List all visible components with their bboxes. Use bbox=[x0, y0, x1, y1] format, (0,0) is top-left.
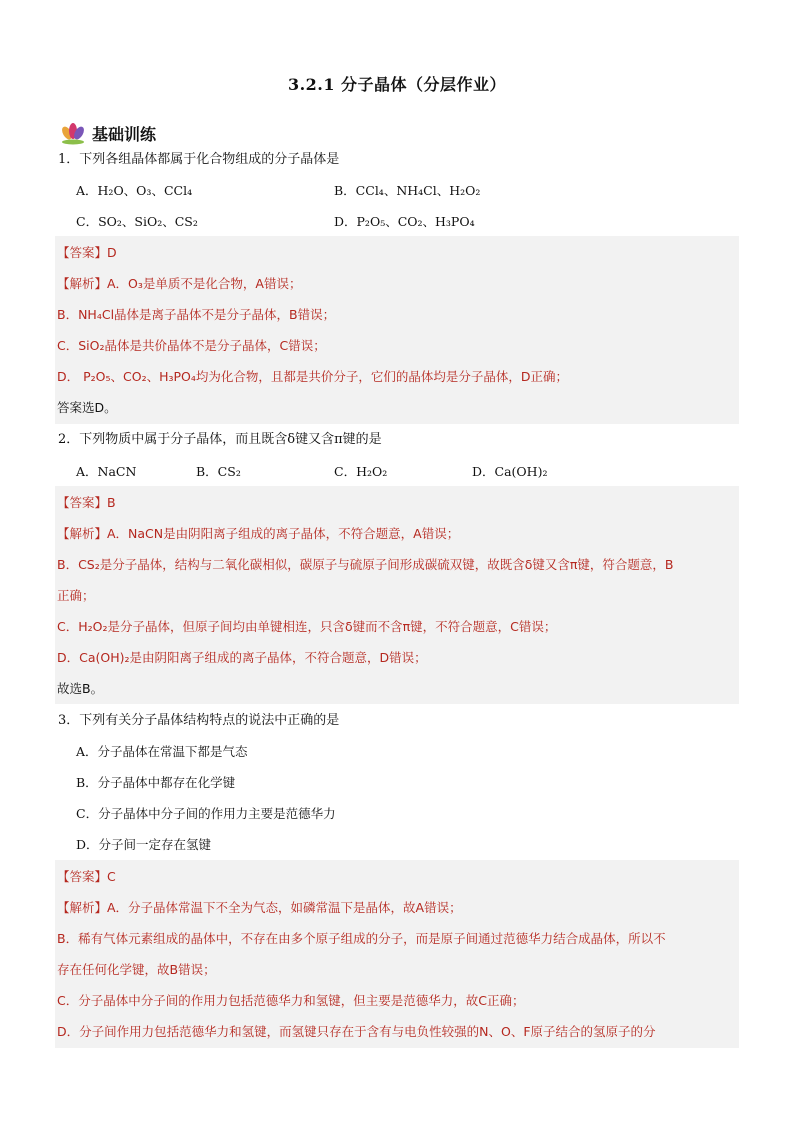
q1-answer: 【答案】D bbox=[57, 245, 117, 260]
q2-option-c: C．H₂O₂ bbox=[334, 464, 388, 479]
q2-explanation-line: B．CS₂是分子晶体，结构与二氧化碳相似，碳原子与硫原子间形成碳硫双键，故既含δ键又含π键，符合题意，B bbox=[57, 557, 674, 572]
q3-explanation-line: D．分子间作用力包括范德华力和氢键，而氢键只存在于含有与电负性较强的N、O、F原子结合的氢原子的分 bbox=[57, 1024, 656, 1039]
section-header bbox=[60, 120, 156, 146]
q3-option-d: D．分子间一定存在氢键 bbox=[76, 837, 212, 852]
q1-option-a: A．H₂O、O₃、CCl₄ bbox=[76, 183, 193, 198]
q3-explanation-line: B．稀有气体元素组成的晶体中，不存在由多个原子组成的分子，而是原子间通过范德华力结合成晶体，所以不 bbox=[57, 931, 666, 946]
q3-explanation-line: 【解析】A．分子晶体常温下不全为气态，如磷常温下是晶体，故A错误； bbox=[57, 900, 462, 915]
q2-explanation-line: 故选B。 bbox=[57, 681, 104, 696]
q2-answer: 【答案】B bbox=[57, 495, 116, 510]
question-1-stem: 1．下列各组晶体都属于化合物组成的分子晶体是 bbox=[58, 152, 340, 167]
q2-answer-block bbox=[55, 486, 739, 704]
q1-explanation-line: B．NH₄Cl晶体是离子晶体不是分子晶体，B错误； bbox=[57, 307, 336, 322]
q1-answer-block bbox=[55, 236, 739, 424]
page-title: 3.2.1 分子晶体（分层作业） bbox=[287, 75, 507, 94]
q3-option-b: B．分子晶体中都存在化学键 bbox=[76, 775, 236, 790]
q2-option-d: D．Ca(OH)₂ bbox=[472, 464, 548, 479]
question-3-stem: 3．下列有关分子晶体结构特点的说法中正确的是 bbox=[58, 713, 340, 728]
q1-explanation-line: 【解析】A．O₃是单质不是化合物，A错误； bbox=[57, 276, 302, 291]
q2-explanation-line: C．H₂O₂是分子晶体，但原子间均由单键相连，只含δ键而不含π键，不符合题意，C错误； bbox=[57, 619, 557, 634]
q1-option-d: D．P₂O₅、CO₂、H₃PO₄ bbox=[334, 214, 475, 229]
q1-explanation-line: D． P₂O₅、CO₂、H₃PO₄均为化合物，且都是共价分子，它们的晶体均是分子晶体，D正确； bbox=[57, 369, 568, 384]
q1-option-b: B．CCl₄、NH₄Cl、H₂O₂ bbox=[334, 183, 481, 198]
q3-option-c: C．分子晶体中分子间的作用力主要是范德华力 bbox=[76, 806, 336, 821]
q2-explanation-line: D．Ca(OH)₂是由阴阳离子组成的离子晶体，不符合题意，D错误； bbox=[57, 650, 427, 665]
q1-option-c: C．SO₂、SiO₂、CS₂ bbox=[76, 214, 198, 229]
q3-answer-block bbox=[55, 860, 739, 1048]
q2-option-a: A．NaCN bbox=[76, 464, 137, 479]
section-title: 基础训练 bbox=[92, 124, 157, 144]
q1-explanation-line: C．SiO₂晶体是共价晶体不是分子晶体，C错误； bbox=[57, 338, 326, 353]
q2-explanation-line: 【解析】A．NaCN是由阴阳离子组成的离子晶体，不符合题意，A错误； bbox=[57, 526, 460, 541]
q3-answer: 【答案】C bbox=[57, 869, 116, 884]
question-2-stem: 2．下列物质中属于分子晶体，而且既含δ键又含π键的是 bbox=[58, 432, 382, 447]
q3-option-a: A．分子晶体在常温下都是气态 bbox=[76, 744, 248, 759]
flower-icon bbox=[60, 121, 86, 145]
q3-explanation-line: C．分子晶体中分子间的作用力包括范德华力和氢键，但主要是范德华力，故C正确； bbox=[57, 993, 525, 1008]
q1-explanation-line: 答案选D。 bbox=[57, 400, 117, 415]
q2-option-b: B．CS₂ bbox=[196, 464, 241, 479]
q3-explanation-line: 存在任何化学键，故B错误； bbox=[57, 962, 216, 977]
q2-explanation-line: 正确； bbox=[57, 588, 95, 603]
